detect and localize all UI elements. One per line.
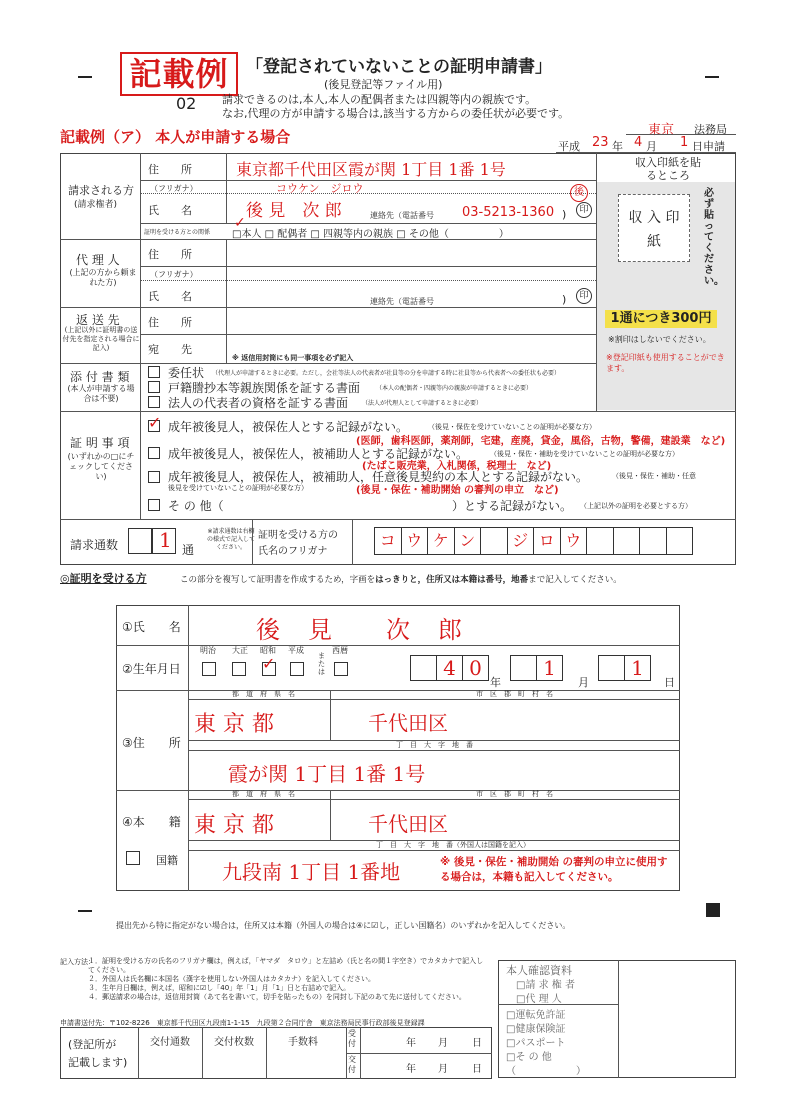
furigana-cell[interactable] (586, 527, 614, 555)
date-day-unit: 日申請 (692, 140, 725, 153)
col-line (226, 239, 227, 363)
nationality-label: 国籍 (156, 854, 178, 867)
furigana-cell[interactable]: ジ (507, 527, 535, 555)
howto-item-4: ４．郵送請求の場合は，返信用封筒（あて名を書いて，切手を貼ったもの）を同封し下記のあて先に送付してください。 (88, 993, 466, 1001)
era-taisho: 大正 (232, 646, 248, 655)
cert-check-3[interactable] (148, 471, 160, 483)
agent-section-sub: (上記の方から頼まれた方) (69, 268, 137, 287)
date-year-unit: 年 (612, 140, 623, 153)
copies-note: ※請求通数は右欄の様式で記入してください。 (206, 528, 255, 551)
subject-name-label: ①氏 名 (122, 620, 181, 634)
furigana-cell[interactable]: ロ (533, 527, 561, 555)
sub-row-line (140, 334, 596, 335)
return-note: ※ 返信用封筒にも同一事項を必ず記入 (232, 354, 354, 362)
office-col (202, 1027, 203, 1079)
case-title: 記載例（ア） 本人が申請する場合 (60, 128, 291, 146)
dob-year-unit: 年 (490, 676, 501, 689)
subject-name-value[interactable]: 後 見 次 郎 (256, 616, 464, 644)
era-check-taisho[interactable] (232, 662, 246, 676)
dob-day-digit[interactable] (598, 655, 625, 681)
form-title: 「登記されていないことの証明申請書」 (246, 57, 552, 77)
agent-section-label: 代 理 人 (76, 253, 120, 267)
subject-heading-note (180, 573, 622, 585)
subject-heading: ◎証明を受ける方 (60, 572, 147, 585)
copies-divider (252, 519, 253, 565)
cert-option-3-note2: 後見を受けていないことの証明が必要な方） (168, 484, 308, 492)
cert-option-4-tail: ）とする記録がない。 (452, 499, 573, 513)
bureau-name[interactable]: 東京 (648, 123, 675, 138)
stamp-inner-label: 収 入 印 紙 (628, 210, 680, 250)
subject-domicile-pref[interactable]: 東 京 都 (194, 813, 274, 838)
addr-city-label: 市 区 郡 町 村 名 (476, 690, 553, 698)
cert-option-1: 成年被後見人，被保佐人とする記録がない。 (168, 420, 409, 434)
row-line (60, 411, 736, 412)
col-line (226, 153, 227, 223)
agent-phone-label: 連絡先（電話番号 (370, 297, 434, 306)
agent-seal-circle: 印 (576, 288, 592, 304)
receipt-month: 月 (438, 1038, 448, 1049)
copies-unit: 通 (182, 543, 195, 557)
office-receipt: 受付 (348, 1029, 356, 1048)
receipt-year: 年 (406, 1038, 416, 1049)
receipt-day: 日 (472, 1038, 482, 1049)
agent-address-label: 住 所 (148, 248, 192, 261)
id-item-3[interactable]: □運転免許証 (506, 1010, 566, 1021)
dom-sub-line (188, 799, 680, 800)
howto-list (88, 957, 488, 1002)
id-item-2[interactable]: □代 理 人 (516, 994, 562, 1005)
era-meiji: 明治 (200, 646, 216, 655)
dob-month-digit[interactable]: 1 (536, 655, 563, 681)
copies-divider (352, 519, 353, 565)
furigana-cell[interactable] (613, 527, 641, 555)
issue-year: 年 (406, 1064, 416, 1075)
dom-sub-col (330, 790, 331, 840)
furigana-cell[interactable] (639, 527, 667, 555)
nationality-check[interactable] (126, 851, 140, 865)
return-section-sub: (上記以外に証明書の送付先を指定される場合に記入) (62, 326, 140, 352)
stamp-note-register: ※登記印紙も使用することができます。 (606, 353, 725, 373)
era-western: 西暦 (332, 646, 348, 655)
cert-option-2-note: （後見・保佐・補助を受けていないことの証明が必要な方） (490, 450, 679, 458)
subject-note-b: まで記入してください。 (528, 575, 622, 585)
attachments-section-label: 添 付 書 類 (70, 370, 130, 384)
requester-name-label: 氏 名 (148, 204, 192, 217)
agent-phone-paren: ) (562, 293, 567, 306)
cert-option-1-examples: (医師，歯科医師，薬剤師，宅建，産廃，貸金，風俗，古物，警備，建設業 など) (356, 436, 726, 447)
requester-name-value[interactable]: 後 見 次 郎 (246, 201, 342, 221)
sub-row-line (140, 266, 596, 267)
registration-mark-left (78, 76, 92, 78)
subject-col-line (188, 605, 189, 891)
requester-address-label: 住 所 (148, 163, 192, 176)
addr-sub-col (330, 690, 331, 740)
era-showa: 昭和 (260, 646, 276, 655)
dob-year-digit[interactable]: 4 (436, 655, 463, 681)
stamp-price: 1通につき300円 (605, 310, 717, 328)
attach-note-1: （代理人が申請するときに必要。ただし，会社等法人の代表者が社員等の分を申請する時に社員等から代表者への委任状も必要） (212, 370, 561, 377)
agent-furigana-label: （フリガナ） (150, 270, 198, 279)
furigana-label-1: 証明を受ける方の (258, 530, 338, 541)
howto-item-1: １．証明を受ける方の氏名のフリガナ欄は，例えば，「ヤマダ タロウ」と左詰め（氏と名の間１字空き）でカタカナで記入してください。 (88, 957, 484, 974)
sub-row-line (140, 193, 596, 194)
col-line (140, 153, 141, 519)
stamp-header: 収入印紙を貼るところ (635, 156, 701, 182)
date-month-unit: 月 (646, 140, 657, 153)
cert-option-1-note: （後見・保佐を受けていないことの証明が必要な方） (428, 423, 596, 431)
office-label-2: 記載します) (68, 1056, 128, 1069)
subject-note-bold: はっきりと，住所又は本籍は番号，地番 (375, 575, 529, 585)
era-showa-mark: ✓ (262, 654, 276, 673)
id-item-1[interactable]: □請 求 権 者 (516, 980, 575, 991)
mail-address: 申請書送付先：〒102-8226 東京都千代田区九段南1-1-15 九段第２合同庁舎 東京法務局民事行政部後見登録課 (60, 1019, 425, 1027)
cert-check-1-mark: ✓ (148, 413, 162, 432)
date-era: 平成 (558, 140, 580, 153)
subject-domicile-city[interactable]: 千代田区 (368, 812, 448, 836)
relation-options[interactable]: □本人 □ 配偶者 □ 四親等内の親族 □ その他（ ） (232, 229, 509, 240)
era-heisei: 平成 (288, 646, 304, 655)
requester-section-label: 請求される方 (68, 184, 134, 197)
stamp-side-note: 必ず貼ってください。 (704, 188, 724, 287)
subject-row-line (116, 790, 680, 791)
subject-address-city[interactable]: 千代田区 (368, 711, 448, 735)
furigana-cell[interactable]: ケ (427, 527, 455, 555)
cert-option-4-note: （上記以外の証明を必要とする方） (580, 502, 692, 510)
era-check-western[interactable] (334, 662, 348, 676)
attach-label-3: 法人の代表者の資格を証する書面 (168, 396, 349, 410)
sample-badge: 記載例 (120, 52, 238, 96)
id-item-6[interactable]: □そ の 他 (506, 1052, 552, 1063)
cert-section-label: 証 明 事 項 (70, 436, 130, 450)
cert-check-4[interactable] (148, 499, 160, 511)
attach-check-3[interactable] (148, 396, 160, 408)
subject-domicile-label: ④本 籍 (122, 815, 181, 829)
cert-option-2: 成年被後見人，被保佐人，被補助人とする記録がない。 (168, 447, 469, 461)
requester-address-value[interactable]: 東京都千代田区霞が関 1丁目 1番 1号 (236, 160, 506, 179)
attach-check-1[interactable] (148, 366, 160, 378)
howto-item-2: ２．外国人は氏名欄に本国名（漢字を使用しない外国人はカタカナ）を記入してください。 (88, 975, 375, 983)
phone-close-paren: ) (562, 208, 567, 221)
furigana-cell[interactable]: ウ (401, 527, 429, 555)
dob-day-unit: 日 (664, 676, 675, 689)
requester-seal-mark: 後 (570, 184, 588, 202)
date-day[interactable]: 1 (680, 135, 689, 150)
agent-name-label: 氏 名 (148, 290, 192, 303)
office-issue: 交付 (348, 1055, 356, 1074)
requester-section-sub: (請求権者) (74, 200, 118, 210)
dob-month-unit: 月 (578, 676, 589, 689)
attach-label-1: 委任状 (168, 366, 205, 380)
furigana-cell[interactable]: コ (374, 527, 402, 555)
date-year[interactable]: 23 (592, 135, 609, 150)
furigana-label-2: 氏名のフリガナ (258, 546, 328, 557)
furigana-cell[interactable]: ウ (560, 527, 588, 555)
subject-note-a: この部分を複写して証明書を作成するため，字画を (180, 575, 376, 585)
office-col (138, 1027, 139, 1079)
attach-label-2: 戸籍謄抄本等親族関係を証する書面 (168, 381, 361, 395)
subject-address-label: ③住 所 (122, 736, 181, 750)
cert-option-3-examples: (後見・保佐・補助開始 の審判の申立 など) (356, 485, 559, 496)
furigana-cell[interactable]: ン (454, 527, 482, 555)
attachments-section-sub: (本人が申請する場合は不要) (67, 384, 135, 403)
dom-pref-label: 都 道 府 県 名 (232, 790, 295, 798)
registration-mark-bottom-left (78, 910, 92, 912)
dom-city-label: 市 区 郡 町 村 名 (476, 790, 553, 798)
dob-year-digit[interactable]: 0 (462, 655, 489, 681)
domicile-red-note: ※ 後見・保佐・補助開始 の審判の申立に使用する場合は，本籍も記入してください。 (440, 856, 668, 883)
requester-seal-circle: 印 (576, 202, 592, 218)
registration-mark-right (705, 76, 719, 78)
id-item-5[interactable]: □パスポート (506, 1038, 566, 1049)
date-month[interactable]: 4 (634, 135, 643, 150)
cert-option-3: 成年被後見人，被保佐人，被補助人，任意後見契約の本人とする記録がない。 (168, 470, 589, 484)
copies-cell-1[interactable] (128, 528, 152, 554)
requester-phone-value[interactable]: 03-5213-1360 (462, 205, 555, 220)
cert-option-2-examples: (たばこ販売業，入札関係，税理士 など) (362, 461, 552, 472)
dom-chome-label: 丁 目 大 字 地 番（外国人は国籍を記入） (376, 841, 530, 849)
attach-check-2[interactable] (148, 381, 160, 393)
copies-value: 1 (159, 528, 172, 552)
issue-day: 日 (472, 1064, 482, 1075)
return-section-label: 返 送 先 (76, 313, 120, 327)
cert-option-3-note: （後見・保佐・補助・任意 (612, 472, 696, 480)
requester-furigana-value[interactable]: コウケン ジロウ (276, 182, 364, 195)
addr-sub-line (188, 699, 680, 700)
id-check-title: 本人確認資料 (506, 964, 572, 977)
office-row (346, 1053, 492, 1054)
subject-address-pref[interactable]: 東 京 都 (194, 712, 274, 737)
sample-number: 02 (176, 94, 197, 113)
sub-row-line (140, 180, 596, 181)
relation-label: 証明を受ける方との関係 (144, 229, 211, 236)
addr-sub-line (188, 750, 680, 751)
era-check-meiji[interactable] (202, 662, 216, 676)
office-col-sheets: 交付枚数 (214, 1037, 254, 1048)
stamp-note-no-cut: ※割印はしないでください。 (608, 335, 711, 344)
return-to-label: 宛 先 (148, 343, 192, 356)
subject-domicile-street[interactable]: 九段南 1丁目 1番地 (222, 860, 401, 884)
office-col-copies: 交付通数 (150, 1037, 190, 1048)
sub-row-line (140, 223, 596, 224)
subject-row-line (116, 690, 680, 691)
addr-chome-label: 丁 目 大 字 地 番 (396, 741, 473, 749)
id-check-divider (498, 1004, 618, 1005)
furigana-cell[interactable] (666, 527, 694, 555)
office-label-1: (登記所が (68, 1038, 117, 1051)
attach-note-2: （本人の配偶者・四親等内の親族が申請するときに必要） (376, 385, 533, 392)
cert-option-4: そ の 他（ (168, 499, 224, 513)
office-col (266, 1027, 267, 1079)
era-or: または (318, 652, 325, 676)
dob-day-digit[interactable]: 1 (624, 655, 651, 681)
registration-mark-bottom-right (706, 903, 720, 917)
furigana-cell[interactable] (480, 527, 508, 555)
subject-dob-label: ②生年月日 (122, 662, 181, 676)
row-line (60, 519, 736, 520)
form-subtitle: (後見登記等ファイル用) (324, 78, 443, 91)
relation-check-mark: ✓ (234, 215, 246, 231)
agent-note: なお,代理の方が申請する場合は,該当する方からの委任状が必要です。 (222, 107, 570, 120)
cert-section-sub: (いずれかの□にチェックしてください) (67, 452, 135, 481)
id-item-7: （ ） (506, 1066, 586, 1077)
requester-furigana-label: （フリガナ） (150, 184, 198, 193)
era-check-heisei[interactable] (290, 662, 304, 676)
eligibility-note: 請求できるのは,本人,本人の配偶者または四親等内の親族です。 (222, 93, 537, 106)
attach-note-3: （法人が代理人として申請するときに必要） (362, 400, 483, 407)
howto-title: 記入方法： (60, 958, 95, 966)
copies-label: 請求通数 (70, 538, 119, 552)
requester-phone-label: 連絡先（電話番号 (370, 211, 434, 220)
subject-address-street[interactable]: 霞が関 1丁目 1番 1号 (228, 762, 426, 786)
addr-pref-label: 都 道 府 県 名 (232, 690, 295, 698)
id-item-4[interactable]: □健康保険証 (506, 1024, 566, 1035)
cert-check-2[interactable] (148, 447, 160, 459)
return-address-label: 住 所 (148, 316, 192, 329)
issue-month: 月 (438, 1064, 448, 1075)
sub-row-line (140, 280, 596, 281)
dom-sub-line (188, 850, 680, 851)
howto-item-3: ３．生年月日欄は，例えば，昭和に☑し「40」年「1」月「1」日と右詰めで記入。 (88, 984, 351, 992)
dob-year-digit[interactable] (410, 655, 437, 681)
dob-month-digit[interactable] (510, 655, 537, 681)
bureau-suffix: 法務局 (694, 123, 727, 136)
submit-note: 提出先から特に指定がない場合は，住所又は本籍（外国人の場合は④に☑し，正しい国籍名）のいずれかを記入してください。 (116, 921, 571, 930)
office-col-fee: 手数料 (288, 1037, 318, 1048)
id-check-col (618, 960, 619, 1078)
